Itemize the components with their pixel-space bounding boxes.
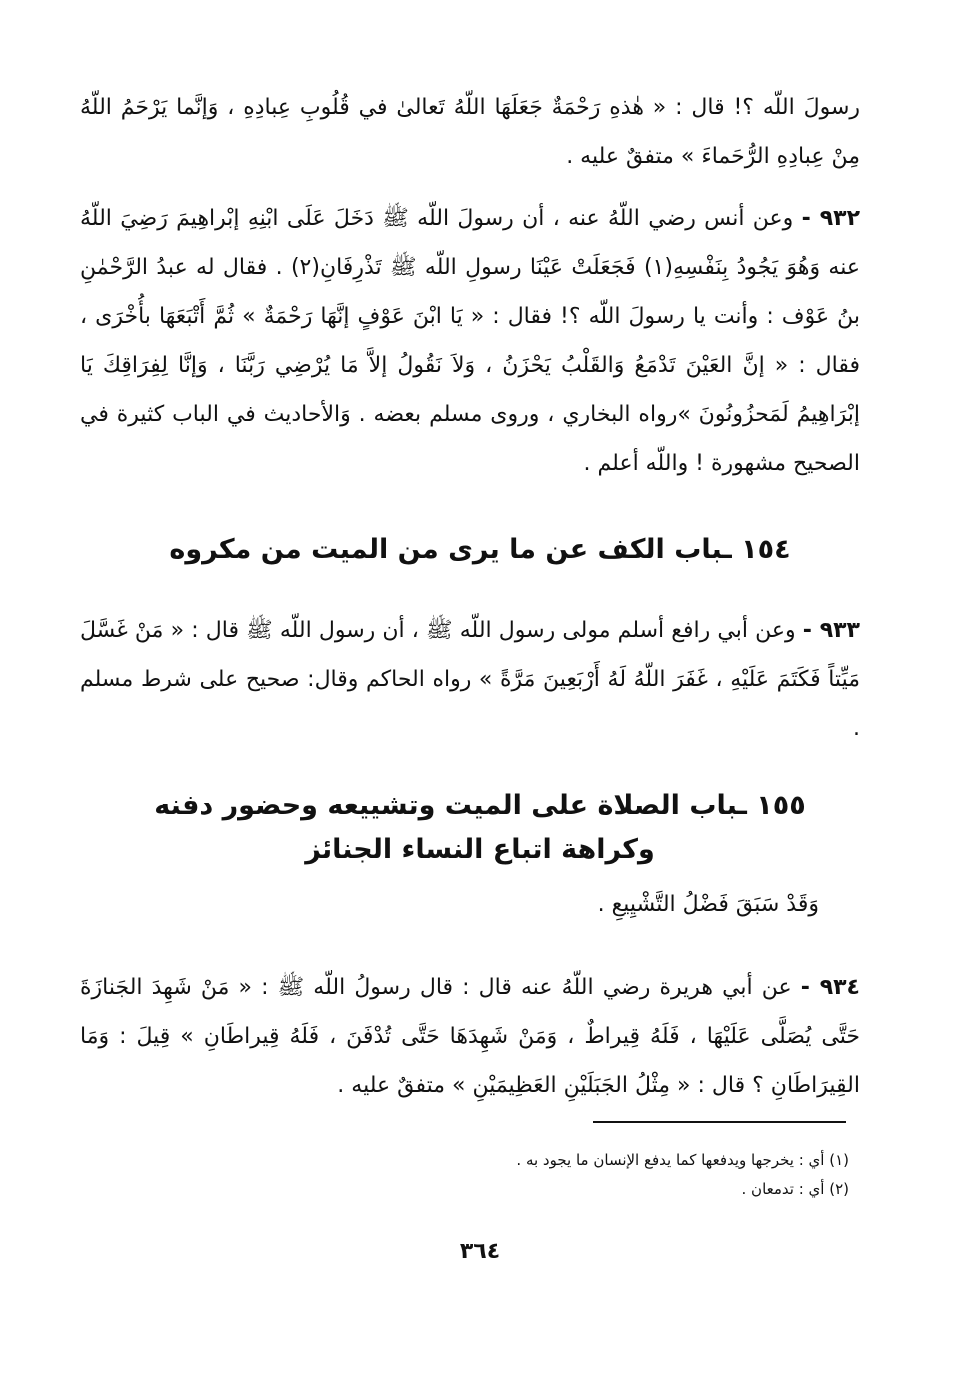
page-number: ٣٦٤ [459,1239,501,1264]
chapter-note: وَقَدْ سَبَقَ فَضْلُ التَّشْيِيعِ . [597,892,819,917]
chapter-title-line2: وكراهة اتباع النساء الجنائز [305,834,655,865]
chapter-title-line1: ١٥٥ ـباب الصلاة على الميت وتشييعه وحضور دفنه [154,790,806,821]
hadith-934 [80,963,860,1110]
chapter-title: ١٥٤ ـباب الكف عن ما يرى من الميت من مكروه [169,534,791,565]
hadith-text: وعن أنس رضي اللّهُ عنه ، أن رسولَ اللّه ﷺ دَخَلَ عَلَى ابْنِهِ إبْراهِيمَ رَضِيَ اللّهُ عنه وَهُوَ يَجُودُ بِنَفْسِهِ(١) فَجَعَلَتْ عَيْنَا رسولِ اللّه ﷺ تَذْرِفَانِ(٢) . فقال له عبدُ الرَّحْمٰنِ بنُ عَوْف : وأنت يا رسولَ اللّه ؟! فقال : « يَا ابْنَ عَوْفٍ إنَّهَا رَحْمَةٌ » ثُمَّ أَتْبَعَهَا بأُخْرَى ، فقال : « إنَّ العَيْنَ تَدْمَعُ وَالقَلْبُ يَحْزَنُ ، وَلاَ نَقُولُ إلاَّ مَا يُرْضِي رَبَّنَا ، وَإنَّا لِفِرَاقِكَ يَا إبْرَاهِيمُ لَمَحزُونُونَ »رواه البخاري ، وروى مسلم بعضه . وَالأحاديث في الباب كثيرة في الصحيح مشهورة ! واللّه أعلم . [80,206,860,476]
hadith-number: ٩٣٢ - [801,206,861,231]
footnote-divider [593,1121,846,1123]
chapter-heading-154 [60,528,900,572]
hadith-text: وعن أبي رافع أسلم مولى رسول اللّه ﷺ ، أن رسول اللّه ﷺ قال : « مَنْ غَسَّلَ مَيِّتاً فَكَتَمَ عَلَيْهِ ، غَفَرَ اللّهُ لَهُ أَرْبَعِينَ مَرَّةً » رواه الحاكم وقال: صحيح على شرط مسلم . [80,618,860,741]
hadith-number: ٩٣٤ - [800,975,860,1000]
hadith-933 [80,606,860,753]
paragraph-text: رسولَ اللّه ؟! قال : « هٰذهِ رَحْمَةٌ جَعَلَهَا اللّهُ تَعالىٰ في قُلُوبِ عِبادِهِ ، وَإنَّما يَرْحَمُ اللّهُ مِنْ عِبادِهِ الرُّحَماءَ » متفقٌ عليه . [80,95,860,169]
chapter-heading-155 [60,784,900,872]
footnotes [300,1146,849,1204]
footnote-1: (١) أي : يخرجها ويدفعها كما يدفع الإنسان ما يجود به . [516,1151,849,1169]
hadith-text: عن أبي هريرة رضي اللّهُ عنه قال : قال رسولُ اللّه ﷺ : « مَنْ شَهِدَ الجَنازَةَ حَتَّى يُصَلَّى عَلَيْهَا ، فَلَهُ قِيراطٌ ، وَمَنْ شَهِدَهَا حَتَّى تُدْفَنَ ، فَلَهُ قِيراطَانِ » قِيلَ : وَمَا القِيرَاطَانِ ؟ قال : « مِثْلُ الجَبَلَيْنِ العَظِيمَيْنِ » متفقٌ عليه . [80,975,860,1098]
hadith-number: ٩٣٣ - [802,618,860,643]
continued-paragraph [80,83,860,181]
footnote-2: (٢) أي : تدمعان . [741,1180,849,1198]
hadith-932 [80,194,860,488]
